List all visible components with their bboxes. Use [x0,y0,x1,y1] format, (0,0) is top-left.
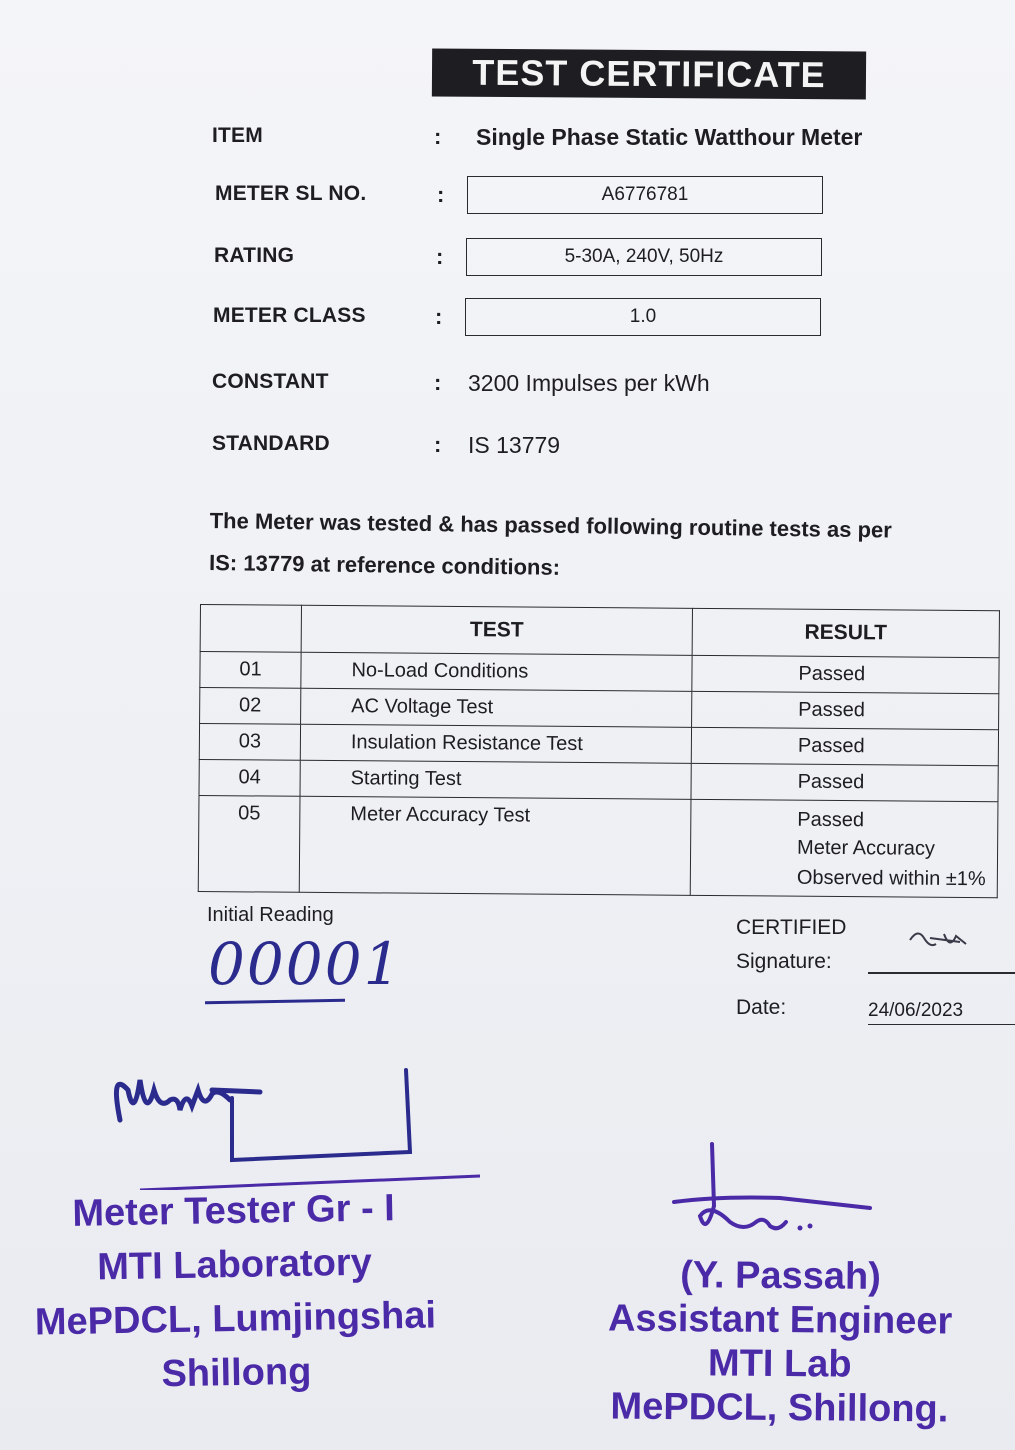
test-statement [209,500,1010,595]
table-cell-result: Passed [692,655,999,693]
table-row [200,688,999,730]
field-constant-label: CONSTANT [212,370,329,393]
field-rating-label: RATING [214,244,295,267]
tester-stamp-line1: Meter Tester Gr - I [72,1187,396,1235]
table-cell-result: Passed [691,763,998,801]
field-meter-class [213,298,1013,338]
field-item-value: Single Phase Static Watthour Meter [476,124,863,150]
table-cell-test: Meter Accuracy Test [299,796,691,895]
tester-stamp-line2: MTI Laboratory [96,1241,373,1289]
field-item-colon: : [434,124,442,149]
engineer-stamp-line4: MePDCL, Shillong. [610,1385,949,1431]
certified-label: CERTIFIED [736,916,847,939]
test-statement-line1: The Meter was tested & has passed following routine tests as per [209,507,892,543]
test-statement-line2: IS: 13779 at reference conditions: [208,549,561,580]
initial-reading-value: 00001 [208,930,403,998]
tests-table-wrapper [198,604,1000,898]
field-meter-sl-no-label: METER SL NO. [215,182,367,205]
table-header-row [200,605,999,658]
table-cell-test: Insulation Resistance Test [300,724,691,763]
table-cell-test: No-Load Conditions [301,652,692,691]
table-header-result: RESULT [692,608,999,657]
engineer-stamp-line1: (Y. Passah) [680,1254,882,1298]
field-constant-colon: : [434,370,442,395]
table-cell-result-line2: Meter Accuracy [797,836,936,860]
table-row [199,759,998,801]
field-standard-value: IS 13779 [468,432,561,458]
engineer-stamp [589,1252,971,1431]
certifier-signature [900,920,980,960]
engineer-stamp-line2: Assistant Engineer [607,1297,953,1343]
table-cell-result: Passed [691,727,998,765]
field-meter-sl-no [215,176,1015,216]
engineer-signature [660,1136,880,1266]
table-cell-result [690,799,998,897]
field-standard-label: STANDARD [212,432,330,455]
table-row [200,652,999,694]
table-header-test: TEST [301,605,692,655]
field-meter-sl-no-colon: : [437,182,445,207]
field-item-label: ITEM [212,124,263,147]
tester-stamp-line3: MePDCL, Lumjingshai [34,1294,437,1344]
field-rating-value: 5-30A, 240V, 50Hz [466,238,822,276]
field-meter-sl-no-value: A6776781 [467,176,823,214]
initial-reading-underline [205,999,345,1004]
tester-stamp-line4: Shillong [161,1350,312,1396]
table-cell-num: 04 [199,759,300,796]
table-row [198,795,998,897]
table-header-num [200,605,301,653]
table-cell-num: 01 [200,652,301,689]
signature-label: Signature: [736,950,832,973]
date-label: Date: [736,996,787,1019]
table-cell-num: 05 [198,795,300,892]
table-cell-num: 03 [199,724,300,761]
certificate-title: TEST CERTIFICATE [432,48,866,99]
tester-stamp [0,1180,472,1404]
table-cell-result-line1: Passed [797,808,865,832]
field-meter-class-label: METER CLASS [213,304,366,327]
initial-reading-label: Initial Reading [207,904,334,926]
table-cell-test: Starting Test [300,760,691,799]
field-meter-class-colon: : [435,304,443,329]
field-meter-class-value: 1.0 [465,298,821,336]
table-cell-test: AC Voltage Test [301,688,692,727]
field-standard [212,426,1012,466]
table-row [199,724,998,766]
field-standard-colon: : [434,432,442,457]
table-cell-result: Passed [692,691,999,729]
field-rating-colon: : [436,244,444,269]
field-constant-value: 3200 Impulses per kWh [468,370,710,396]
field-rating [214,238,1014,278]
field-constant [212,364,1012,404]
date-value: 24/06/2023 [868,1000,1015,1025]
tests-table [198,604,1000,898]
engineer-stamp-line3: MTI Lab [707,1342,852,1386]
table-cell-result-line3: Observed within ±1% [796,866,986,891]
tester-signature [100,1060,500,1190]
signature-line [868,972,1015,974]
table-cell-num: 02 [200,688,301,725]
field-item [212,118,1012,158]
